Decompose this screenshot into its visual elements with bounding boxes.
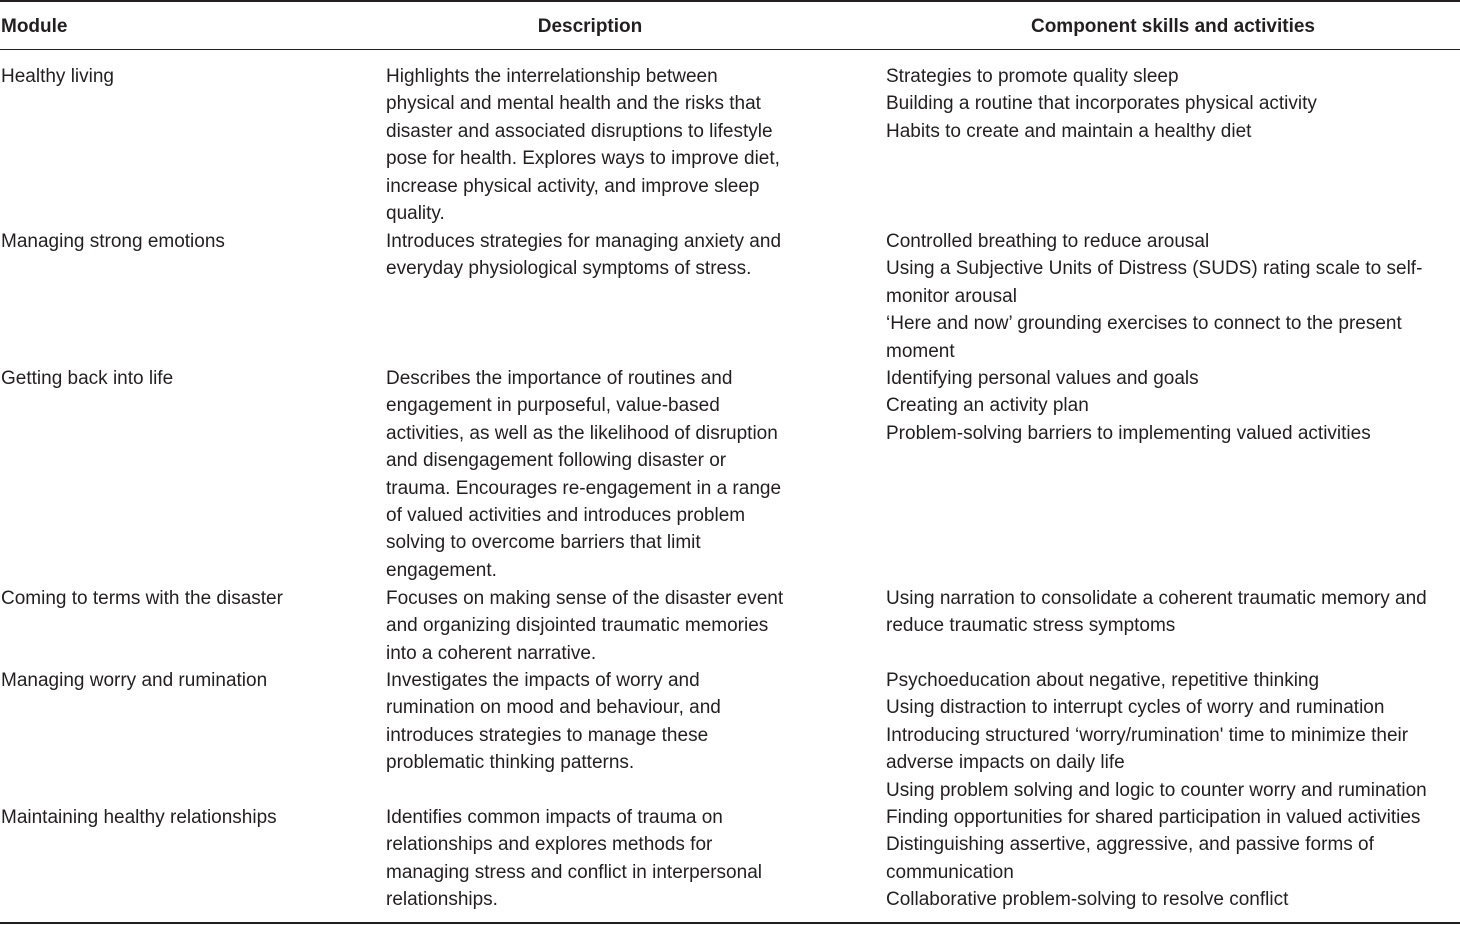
row-4-module: Coming to terms with the disaster [1,588,283,609]
row-1-description: Highlights the interrelationship between physical and mental health and the risks that disaster and associated disruptions to lifestyle pose for health. Explores ways to improve diet, increase physical activity, and improve sleep quality. [386,66,780,225]
row-2-skills [886,228,1460,365]
skill-item: Psychoeducation about negative, repetitive thinking [886,670,1320,691]
skill-item: Creating an activity plan [886,395,1089,417]
table-top-rule [0,0,1460,2]
header-rule [0,49,1460,50]
row-4-skills [886,585,1460,640]
skill-item: Using a Subjective Units of Distress (SUDS) rating scale to self- monitor arousal [886,258,1423,307]
skill-item: Habits to create and maintain a healthy diet [886,120,1252,142]
header-description: Description [537,16,643,37]
row-5-description: Investigates the impacts of worry and rumination on mood and behaviour, and introduces strategies to manage these problematic thinking patterns. [386,670,721,774]
row-6-skills [886,804,1460,914]
skill-item: Introducing structured ‘worry/rumination' time to minimize their adverse impacts on daily life [886,724,1409,774]
table-bottom-rule [0,922,1460,924]
row-2-description: Introduces strategies for managing anxiety and everyday physiological symptoms of stress. [386,231,782,280]
skill-item: ‘Here and now’ grounding exercises to connect to the present moment [886,313,1402,362]
skill-item: Identifying personal values and goals [886,368,1199,389]
skill-item: Using distraction to interrupt cycles of worry and rumination [886,697,1385,719]
row-6-description: Identifies common impacts of trauma on relationships and explores methods for managing stress and conflict in interpersonal relationships. [386,807,762,911]
skill-item: Collaborative problem-solving to resolve conflict [886,889,1289,911]
row-1-skills [886,63,1460,145]
row-3-module: Getting back into life [1,368,174,389]
skill-item: Problem-solving barriers to implementing valued activities [886,422,1371,444]
skill-item: Strategies to promote quality sleep [886,66,1179,87]
skill-item: Controlled breathing to reduce arousal [886,231,1210,252]
row-3-skills [886,365,1460,447]
skill-item: Distinguishing assertive, aggressive, and passive forms of communication [886,834,1374,883]
skill-item: Using narration to consolidate a coherent traumatic memory and reduce traumatic stress symptoms [886,588,1427,637]
skill-item: Building a routine that incorporates physical activity [886,93,1317,115]
row-1-module: Healthy living [1,66,114,87]
header-skills: Component skills and activities [1030,16,1316,37]
skill-item: Using problem solving and logic to counter worry and rumination [886,779,1427,801]
row-2-module: Managing strong emotions [1,231,225,252]
row-6-module: Maintaining healthy relationships [1,807,277,828]
row-5-module: Managing worry and rumination [1,670,268,691]
header-module: Module [1,16,68,37]
row-3-description: Describes the importance of routines and engagement in purposeful, value-based activities, as well as the likelihood of disruption and disengagement following disaster or trauma. Encourages re-engagement in a range of valued activities and introduces problem solving to overcome barriers that limit engagement. [386,368,782,581]
row-5-skills [886,667,1460,804]
row-4-description: Focuses on making sense of the disaster event and organizing disjointed traumatic memories into a coherent narrative. [386,588,784,664]
skill-item: Finding opportunities for shared participation in valued activities [886,807,1421,828]
